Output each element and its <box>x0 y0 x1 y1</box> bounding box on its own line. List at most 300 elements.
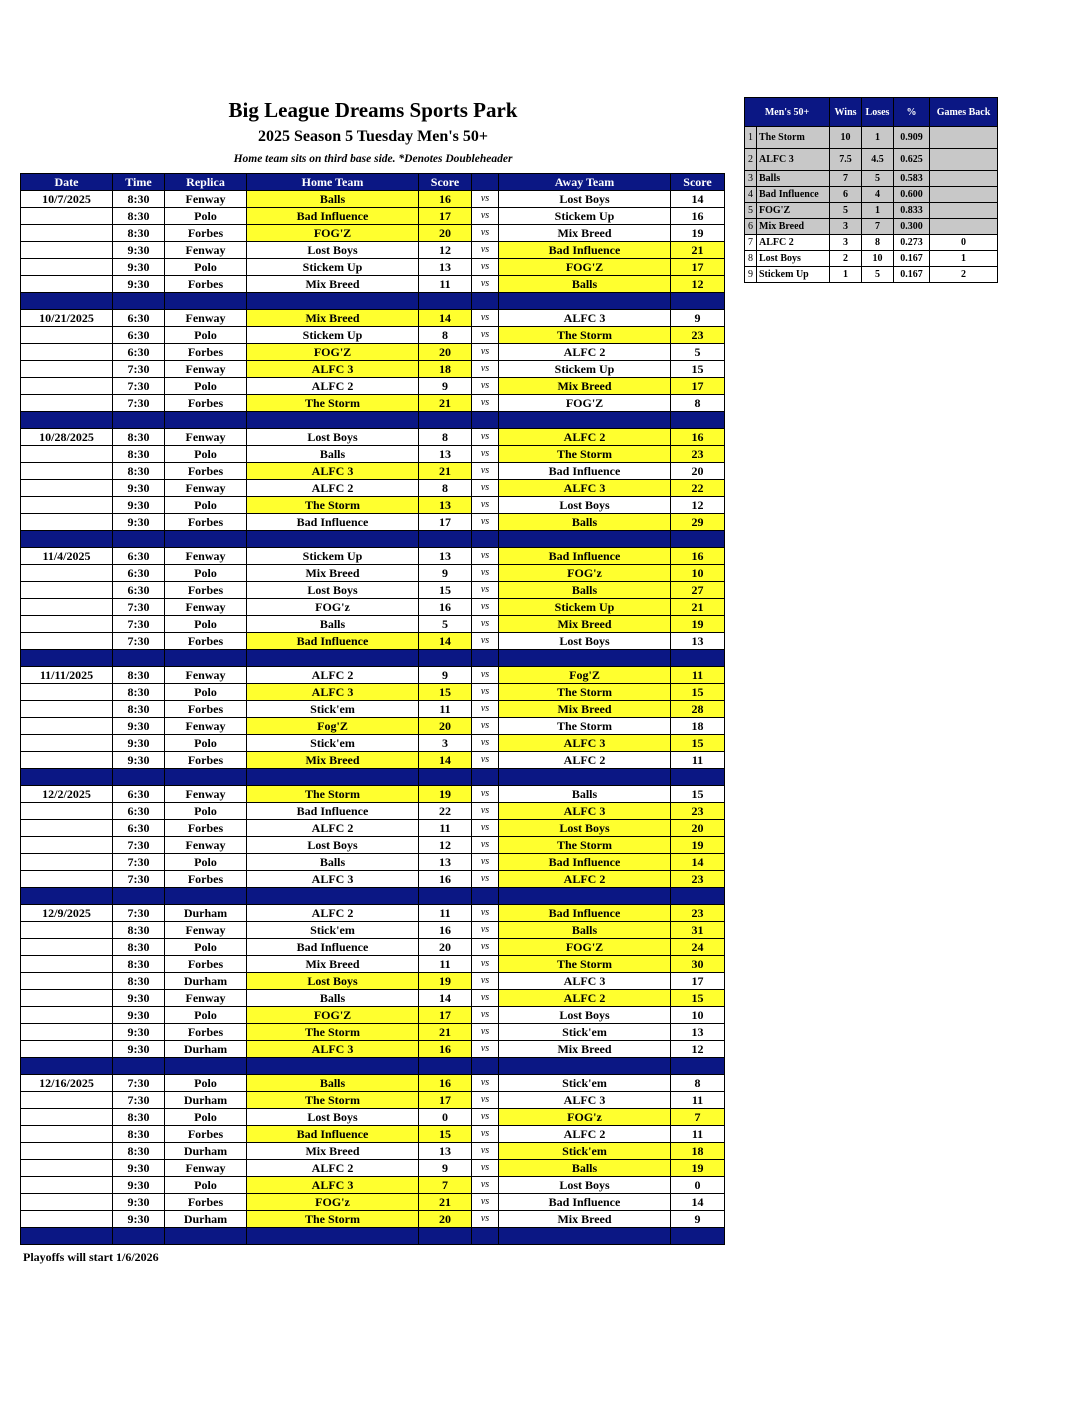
standings-rank: 7 <box>745 235 757 251</box>
game-field: Forbes <box>165 1024 247 1041</box>
away-score: 23 <box>671 327 725 344</box>
game-time: 9:30 <box>113 735 165 752</box>
separator-cell <box>419 531 472 548</box>
standings-rank: 3 <box>745 171 757 187</box>
game-row <box>21 837 725 854</box>
game-field: Polo <box>165 1007 247 1024</box>
game-row <box>21 242 725 259</box>
game-row <box>21 276 725 293</box>
away-score: 10 <box>671 565 725 582</box>
home-score: 5 <box>419 616 472 633</box>
home-team: The Storm <box>247 497 419 514</box>
home-score: 11 <box>419 276 472 293</box>
home-score: 17 <box>419 208 472 225</box>
vs-label: vs <box>472 1126 499 1143</box>
standings-team: Mix Breed <box>757 219 830 235</box>
game-date <box>21 854 113 871</box>
home-score: 17 <box>419 1092 472 1109</box>
separator-cell <box>499 650 671 667</box>
home-score: 18 <box>419 361 472 378</box>
away-team: ALFC 3 <box>499 1092 671 1109</box>
home-score: 17 <box>419 514 472 531</box>
standings-team: FOG'Z <box>757 203 830 219</box>
away-score: 15 <box>671 735 725 752</box>
game-time: 9:30 <box>113 1211 165 1228</box>
game-row <box>21 378 725 395</box>
game-field: Forbes <box>165 1194 247 1211</box>
standings-row <box>745 149 998 171</box>
game-date <box>21 480 113 497</box>
away-score: 12 <box>671 276 725 293</box>
standings-header-pct: % <box>894 98 930 127</box>
away-team: Mix Breed <box>499 1211 671 1228</box>
standings-header-wins: Wins <box>830 98 862 127</box>
standings-games-back <box>930 171 998 187</box>
game-time: 9:30 <box>113 1177 165 1194</box>
vs-label: vs <box>472 378 499 395</box>
game-date <box>21 225 113 242</box>
vs-label: vs <box>472 429 499 446</box>
separator-cell <box>419 769 472 786</box>
away-team: ALFC 2 <box>499 990 671 1007</box>
game-field: Polo <box>165 1177 247 1194</box>
game-date <box>21 242 113 259</box>
standings-games-back <box>930 149 998 171</box>
game-field: Fenway <box>165 480 247 497</box>
away-score: 16 <box>671 429 725 446</box>
game-row <box>21 1143 725 1160</box>
game-date <box>21 718 113 735</box>
game-field: Polo <box>165 327 247 344</box>
home-score: 13 <box>419 446 472 463</box>
game-date: 10/7/2025 <box>21 191 113 208</box>
standings-games-back <box>930 127 998 149</box>
separator-cell <box>113 1228 165 1245</box>
game-time: 8:30 <box>113 956 165 973</box>
game-time: 7:30 <box>113 871 165 888</box>
home-team: Lost Boys <box>247 973 419 990</box>
game-row <box>21 1041 725 1058</box>
home-team: Balls <box>247 616 419 633</box>
away-score: 15 <box>671 361 725 378</box>
vs-label: vs <box>472 871 499 888</box>
game-row <box>21 718 725 735</box>
separator-cell <box>247 412 419 429</box>
game-row <box>21 701 725 718</box>
game-time: 8:30 <box>113 1109 165 1126</box>
game-date <box>21 973 113 990</box>
home-team: Stick'em <box>247 735 419 752</box>
game-field: Fenway <box>165 191 247 208</box>
game-time: 6:30 <box>113 548 165 565</box>
away-team: ALFC 2 <box>499 1126 671 1143</box>
week-separator <box>21 1058 725 1075</box>
game-date <box>21 582 113 599</box>
game-time: 7:30 <box>113 905 165 922</box>
home-team: FOG'z <box>247 1194 419 1211</box>
away-score: 24 <box>671 939 725 956</box>
game-field: Polo <box>165 939 247 956</box>
game-row <box>21 327 725 344</box>
standings-body <box>745 127 998 283</box>
col-header-time: Time <box>113 174 165 191</box>
game-row <box>21 973 725 990</box>
game-row <box>21 1194 725 1211</box>
away-team: Bad Influence <box>499 905 671 922</box>
separator-cell <box>165 650 247 667</box>
game-field: Forbes <box>165 225 247 242</box>
away-score: 19 <box>671 1160 725 1177</box>
separator-cell <box>671 293 725 310</box>
away-score: 7 <box>671 1109 725 1126</box>
separator-cell <box>165 293 247 310</box>
game-row <box>21 633 725 650</box>
standings-wins: 3 <box>830 219 862 235</box>
game-date <box>21 1024 113 1041</box>
game-time: 9:30 <box>113 497 165 514</box>
home-team: The Storm <box>247 786 419 803</box>
separator-cell <box>247 293 419 310</box>
standings-team: Lost Boys <box>757 251 830 267</box>
separator-cell <box>671 412 725 429</box>
away-team: Lost Boys <box>499 1007 671 1024</box>
standings-header-team: Men's 50+ <box>745 98 830 127</box>
game-field: Fenway <box>165 599 247 616</box>
game-date <box>21 837 113 854</box>
game-row <box>21 429 725 446</box>
away-score: 27 <box>671 582 725 599</box>
away-score: 14 <box>671 1194 725 1211</box>
separator-cell <box>247 650 419 667</box>
home-team: ALFC 2 <box>247 378 419 395</box>
away-team: Balls <box>499 1160 671 1177</box>
game-row <box>21 480 725 497</box>
game-time: 9:30 <box>113 1024 165 1041</box>
game-field: Polo <box>165 1075 247 1092</box>
home-score: 8 <box>419 480 472 497</box>
home-score: 0 <box>419 1109 472 1126</box>
home-team: Mix Breed <box>247 956 419 973</box>
away-score: 21 <box>671 599 725 616</box>
game-row <box>21 667 725 684</box>
separator-cell <box>472 531 499 548</box>
standings-wins: 6 <box>830 187 862 203</box>
standings-games-back <box>930 203 998 219</box>
standings-rank: 1 <box>745 127 757 149</box>
game-date <box>21 361 113 378</box>
game-row <box>21 259 725 276</box>
game-time: 6:30 <box>113 327 165 344</box>
away-team: Mix Breed <box>499 225 671 242</box>
home-team: The Storm <box>247 1024 419 1041</box>
game-date <box>21 684 113 701</box>
vs-label: vs <box>472 1211 499 1228</box>
standings-loses: 10 <box>862 251 894 267</box>
game-field: Fenway <box>165 429 247 446</box>
standings-pct: 0.300 <box>894 219 930 235</box>
standings-pct: 0.167 <box>894 251 930 267</box>
standings-row <box>745 203 998 219</box>
game-row <box>21 599 725 616</box>
home-team: Balls <box>247 1075 419 1092</box>
game-time: 6:30 <box>113 310 165 327</box>
away-score: 21 <box>671 242 725 259</box>
away-team: Mix Breed <box>499 1041 671 1058</box>
away-team: Bad Influence <box>499 548 671 565</box>
game-row <box>21 752 725 769</box>
game-field: Fenway <box>165 990 247 1007</box>
game-field: Durham <box>165 1211 247 1228</box>
game-field: Forbes <box>165 395 247 412</box>
game-time: 9:30 <box>113 1007 165 1024</box>
vs-label: vs <box>472 327 499 344</box>
away-score: 16 <box>671 208 725 225</box>
away-score: 31 <box>671 922 725 939</box>
game-time: 9:30 <box>113 1041 165 1058</box>
separator-cell <box>472 769 499 786</box>
vs-label: vs <box>472 752 499 769</box>
standings-row <box>745 219 998 235</box>
away-team: Stick'em <box>499 1024 671 1041</box>
game-date <box>21 735 113 752</box>
home-score: 12 <box>419 242 472 259</box>
vs-label: vs <box>472 973 499 990</box>
vs-label: vs <box>472 939 499 956</box>
away-score: 23 <box>671 803 725 820</box>
game-date <box>21 752 113 769</box>
away-team: Lost Boys <box>499 633 671 650</box>
game-date <box>21 344 113 361</box>
game-date <box>21 1177 113 1194</box>
week-separator <box>21 1228 725 1245</box>
separator-cell <box>21 293 113 310</box>
away-team: Balls <box>499 276 671 293</box>
away-team: Stickem Up <box>499 599 671 616</box>
game-time: 7:30 <box>113 837 165 854</box>
home-score: 7 <box>419 1177 472 1194</box>
week-separator <box>21 531 725 548</box>
home-team: ALFC 2 <box>247 667 419 684</box>
away-team: Lost Boys <box>499 820 671 837</box>
game-row <box>21 1126 725 1143</box>
home-team: Mix Breed <box>247 276 419 293</box>
away-score: 28 <box>671 701 725 718</box>
home-team: Lost Boys <box>247 582 419 599</box>
away-score: 17 <box>671 259 725 276</box>
separator-cell <box>671 1058 725 1075</box>
game-time: 9:30 <box>113 990 165 1007</box>
game-time: 8:30 <box>113 684 165 701</box>
away-score: 11 <box>671 1092 725 1109</box>
standings-loses: 1 <box>862 203 894 219</box>
game-row <box>21 225 725 242</box>
game-time: 8:30 <box>113 701 165 718</box>
home-team: Fog'Z <box>247 718 419 735</box>
game-field: Durham <box>165 1143 247 1160</box>
week-separator <box>21 650 725 667</box>
standings-pct: 0.833 <box>894 203 930 219</box>
game-row <box>21 446 725 463</box>
standings-table <box>744 97 998 283</box>
vs-label: vs <box>472 208 499 225</box>
game-time: 7:30 <box>113 616 165 633</box>
game-row <box>21 905 725 922</box>
game-row <box>21 344 725 361</box>
standings-games-back <box>930 219 998 235</box>
standings-rank: 9 <box>745 267 757 283</box>
col-header-home-team: Home Team <box>247 174 419 191</box>
separator-cell <box>21 769 113 786</box>
standings-pct: 0.600 <box>894 187 930 203</box>
game-field: Durham <box>165 905 247 922</box>
separator-cell <box>499 293 671 310</box>
game-row <box>21 1024 725 1041</box>
home-team: Balls <box>247 446 419 463</box>
game-date <box>21 565 113 582</box>
vs-label: vs <box>472 310 499 327</box>
vs-label: vs <box>472 1075 499 1092</box>
separator-cell <box>165 531 247 548</box>
game-row <box>21 803 725 820</box>
away-team: Bad Influence <box>499 463 671 480</box>
game-field: Fenway <box>165 1160 247 1177</box>
home-team: ALFC 3 <box>247 1041 419 1058</box>
standings-row <box>745 187 998 203</box>
home-team: Balls <box>247 191 419 208</box>
away-score: 22 <box>671 480 725 497</box>
game-date <box>21 497 113 514</box>
standings-header-row <box>745 98 998 127</box>
game-date <box>21 922 113 939</box>
home-score: 17 <box>419 1007 472 1024</box>
home-score: 16 <box>419 191 472 208</box>
game-time: 7:30 <box>113 1075 165 1092</box>
game-row <box>21 1109 725 1126</box>
separator-cell <box>671 769 725 786</box>
standings-wins: 2 <box>830 251 862 267</box>
game-row <box>21 786 725 803</box>
game-date <box>21 1109 113 1126</box>
home-team: The Storm <box>247 395 419 412</box>
standings-pct: 0.583 <box>894 171 930 187</box>
vs-label: vs <box>472 1160 499 1177</box>
game-row <box>21 208 725 225</box>
home-score: 11 <box>419 905 472 922</box>
home-team: Bad Influence <box>247 208 419 225</box>
game-date <box>21 1160 113 1177</box>
game-time: 7:30 <box>113 1092 165 1109</box>
game-time: 9:30 <box>113 1194 165 1211</box>
away-team: ALFC 3 <box>499 735 671 752</box>
game-row <box>21 616 725 633</box>
separator-cell <box>472 1228 499 1245</box>
game-time: 9:30 <box>113 752 165 769</box>
home-score: 16 <box>419 1041 472 1058</box>
vs-label: vs <box>472 616 499 633</box>
game-row <box>21 1075 725 1092</box>
standings-loses: 5 <box>862 267 894 283</box>
game-field: Fenway <box>165 242 247 259</box>
away-team: Fog'Z <box>499 667 671 684</box>
game-row <box>21 582 725 599</box>
standings-row <box>745 127 998 149</box>
home-score: 16 <box>419 599 472 616</box>
game-date <box>21 1041 113 1058</box>
standings-wins: 5 <box>830 203 862 219</box>
separator-cell <box>113 888 165 905</box>
standings-pct: 0.625 <box>894 149 930 171</box>
separator-cell <box>671 531 725 548</box>
vs-label: vs <box>472 1041 499 1058</box>
col-header-date: Date <box>21 174 113 191</box>
game-time: 8:30 <box>113 973 165 990</box>
game-date <box>21 446 113 463</box>
game-time: 7:30 <box>113 395 165 412</box>
game-date <box>21 1143 113 1160</box>
separator-cell <box>21 1058 113 1075</box>
home-score: 20 <box>419 1211 472 1228</box>
home-score: 20 <box>419 939 472 956</box>
game-date <box>21 803 113 820</box>
standings-row <box>745 171 998 187</box>
game-date <box>21 514 113 531</box>
home-team: Stickem Up <box>247 259 419 276</box>
week-separator <box>21 769 725 786</box>
separator-cell <box>165 888 247 905</box>
game-field: Forbes <box>165 633 247 650</box>
vs-label: vs <box>472 905 499 922</box>
away-team: Mix Breed <box>499 378 671 395</box>
home-team: Stickem Up <box>247 327 419 344</box>
vs-label: vs <box>472 276 499 293</box>
home-team: ALFC 2 <box>247 905 419 922</box>
game-date <box>21 616 113 633</box>
vs-label: vs <box>472 1007 499 1024</box>
home-score: 21 <box>419 395 472 412</box>
game-row <box>21 1092 725 1109</box>
standings-loses: 1 <box>862 127 894 149</box>
home-team: ALFC 3 <box>247 361 419 378</box>
game-row <box>21 463 725 480</box>
game-row <box>21 1160 725 1177</box>
game-field: Polo <box>165 208 247 225</box>
home-score: 14 <box>419 990 472 1007</box>
playoffs-note: Playoffs will start 1/6/2026 <box>23 1250 159 1264</box>
standings-pct: 0.167 <box>894 267 930 283</box>
away-score: 15 <box>671 990 725 1007</box>
away-team: Stick'em <box>499 1075 671 1092</box>
home-team: ALFC 2 <box>247 1160 419 1177</box>
away-score: 19 <box>671 837 725 854</box>
game-field: Forbes <box>165 701 247 718</box>
separator-cell <box>113 293 165 310</box>
game-date <box>21 990 113 1007</box>
away-team: Balls <box>499 786 671 803</box>
separator-cell <box>472 888 499 905</box>
separator-cell <box>499 888 671 905</box>
home-team: Bad Influence <box>247 633 419 650</box>
home-score: 9 <box>419 565 472 582</box>
game-time: 8:30 <box>113 225 165 242</box>
away-score: 13 <box>671 1024 725 1041</box>
game-date <box>21 259 113 276</box>
col-header-vs <box>472 174 499 191</box>
separator-cell <box>671 1228 725 1245</box>
standings-loses: 4 <box>862 187 894 203</box>
separator-cell <box>671 888 725 905</box>
game-field: Forbes <box>165 752 247 769</box>
game-row <box>21 1007 725 1024</box>
